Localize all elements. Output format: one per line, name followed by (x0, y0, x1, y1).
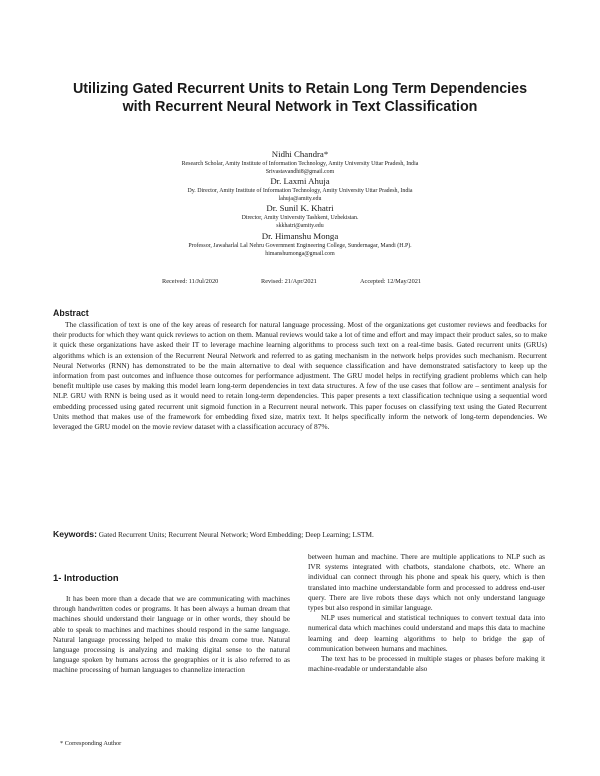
author-name: Dr. Himanshu Monga (261, 230, 339, 241)
received-date: Received: 11/Jul/2020 (162, 278, 219, 285)
author-affiliation: Dy. Director, Amity Institute of Information Technology, Amity University Uttar Pradesh, India (187, 188, 413, 195)
author-affiliation: Professor, Jawaharlal Lal Nehru Government Engineering College, Sundernagar, Mandi (H.P). (188, 242, 412, 249)
paragraph: It has been more than a decade that we are communicating with machines through handwritten codes or programs. It has been always a human dream that machines should understand their language or in other words, they should be able to speak to machines and machines should respond in the same language. Natural language processing helped to make this dream come true. Natural language processing is analyzing and making digital sense to the natural language spoken by humans across the geographies or it is also referred to as machine processing of human languages to channelize interaction (53, 594, 290, 675)
author-affiliation: Director, Amity University Tashkent, Uzbekistan. (241, 215, 359, 222)
revised-date: Revised: 21/Apr/2021 (261, 278, 317, 285)
paper-title: Utilizing Gated Recurrent Units to Retain Long Term Dependencies with Recurrent Neural Network in Text Classification (72, 81, 528, 115)
author-name: Nidhi Chandra* (271, 149, 329, 159)
author-4 (60, 231, 540, 258)
author-name: Dr. Laxmi Ahuja (270, 176, 330, 187)
author-3 (60, 203, 540, 230)
footnote: * Corresponding Author (60, 740, 122, 747)
keywords (53, 529, 547, 540)
abstract-text: The classification of text is one of the key areas of research for natural language processing. Most of the organizations get customer reviews and feedbacks for their products for which they want quick reviews to action on them. Manual reviews would take a lot of time and effort and may impact their product sales, so to make it quick these organizations have asked their IT to leverage machine learning algorithms to process such text on a real-time basis. Gated recurrent units (GRUs) algorithms which is an extension of the Recurrent Neural Network and referred to as gating mechanism in the network helps provides such mechanism. Recurrent Neural Networks (RNN) has demonstrated to be the main alternative to deal with sequence classification and have demonstrated satisfactory to keep up the information from past outcomes and influence those outcomes for performance adjustment. The GRU model helps in rectifying gradient problems which can help benefit multiple use cases by making this model learn long-term dependencies in text data structures. A few of the use cases that follow are – sentiment analysis for NLP. GRU with RNN is being used as it would need to retain long-term dependencies. This paper presents a text classification technique using a sequential word embedding processed using gated recurrent unit sigmoid function in a Recurrent neural network. This paper focuses on classifying text using the Gated Recurrent Units method that makes use of the framework for embedding fixed size, matrix text. It helps specifically inform the network of long-term dependencies. We leveraged the GRU model on the movie review dataset with a classification accuracy of 87%. (53, 320, 547, 432)
section-heading-introduction: 1- Introduction (53, 572, 119, 583)
author-2 (60, 176, 540, 203)
accepted-date: Accepted: 12/May/2021 (360, 278, 422, 285)
author-affiliation: Research Scholar, Amity Institute of Information Technology, Amity University Uttar Pradesh, India (181, 161, 419, 167)
keywords-text: Gated Recurrent Units; Recurrent Neural Network; Word Embedding; Deep Learning; LSTM. (98, 530, 374, 539)
author-email: lahuja@amity.edu (278, 196, 322, 203)
paragraph: The text has to be processed in multiple stages or phases before making it machine-readable or understandable also (308, 654, 545, 674)
author-email: Srivastavandhi8@gmail.com (265, 169, 335, 176)
paragraph: NLP uses numerical and statistical techniques to convert textual data into numerical data which machines could understand and maps this data to machine learning and deep learning algorithms to help to bridge the gap of communication between humans and machines. (308, 613, 545, 653)
author-email: skkhatri@amity.edu (276, 223, 324, 230)
keywords-label: Keywords: (53, 529, 97, 539)
submission-dates (0, 278, 600, 288)
abstract-heading: Abstract (53, 308, 89, 318)
author-1 (60, 149, 540, 176)
paragraph: between human and machine. There are multiple applications to NLP such as IVR systems integrated with chatbots, standalone chatbots, etc. Where an individual can connect through his phone and speak his query, which is then translated into machine understandable form and processed to address end-user query. There are live robots these days which not only understand language types but also respond in similar language. (308, 552, 545, 613)
right-column (308, 552, 545, 674)
author-email: himanshumonga@gmail.com (265, 250, 335, 257)
author-name: Dr. Sunil K. Khatri (266, 203, 334, 214)
left-column (53, 594, 290, 676)
author-list (60, 149, 540, 258)
